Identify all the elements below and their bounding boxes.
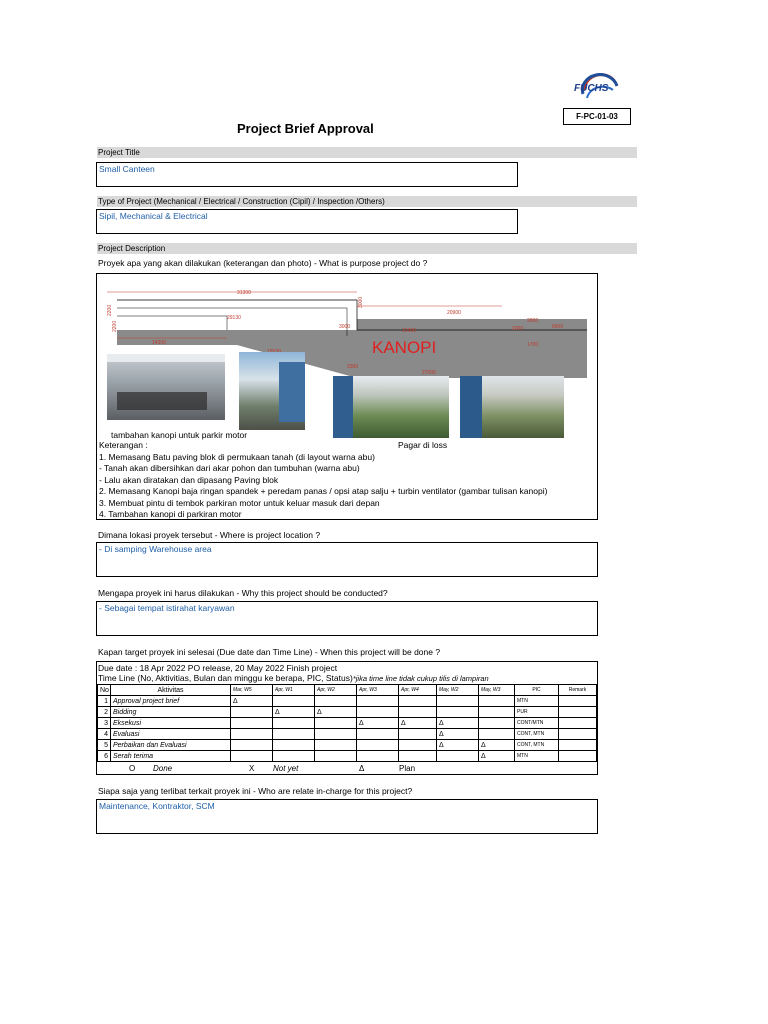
- row-remark: [559, 740, 597, 751]
- row-remark: [559, 729, 597, 740]
- row-activity: Perbaikan dan Evaluasi: [111, 740, 231, 751]
- row-remark: [559, 696, 597, 707]
- location-question: Dimana lokasi proyek tersebut - Where is project location ?: [98, 530, 321, 540]
- plan-mark: [479, 707, 515, 718]
- logo-text: FUCHS: [574, 83, 609, 94]
- header-cell: PIC: [515, 685, 559, 696]
- header-cell: Mar, W5: [231, 685, 273, 696]
- plan-mark: [437, 707, 479, 718]
- note-line: - Lalu akan diratakan dan dipasang Paving blok: [99, 474, 279, 485]
- plan-mark: Δ: [437, 718, 479, 729]
- plan-mark: [357, 729, 399, 740]
- note-line: 2. Memasang Kanopi baja ringan spandek + peredam panas / opsi atap salju + turbin ventilator (gambar tulisan kanopi): [99, 486, 548, 496]
- table-row: [98, 740, 597, 751]
- header-cell: Remark: [559, 685, 597, 696]
- table-row: [98, 751, 597, 762]
- plan-mark: [357, 696, 399, 707]
- note-line: 3. Membuat pintu di tembok parkiran motor untuk keluar masuk dari depan: [99, 497, 380, 508]
- timeline-note-text: Time Line (No, Aktivitias, Bulan dan minggu ke berapa, PIC, Status): [98, 673, 353, 683]
- dim-label: 29130: [227, 315, 241, 321]
- row-remark: [559, 718, 597, 729]
- photo-motor-parking: [107, 354, 225, 420]
- plan-mark: [399, 751, 437, 762]
- due-date: Due date : 18 Apr 2022 PO release, 20 May 2022 Finish project: [98, 663, 338, 673]
- row-pic: CONT, MTN: [515, 729, 559, 740]
- location-field[interactable]: - Di samping Warehouse area: [96, 542, 598, 577]
- plan-mark: [399, 696, 437, 707]
- plan-mark: [273, 718, 315, 729]
- reason-field[interactable]: - Sebagai tempat istirahat karyawan: [96, 601, 598, 636]
- document-code: F-PC-01-03: [563, 108, 631, 125]
- plan-mark: [479, 729, 515, 740]
- plan-mark: [357, 740, 399, 751]
- plan-mark: [315, 751, 357, 762]
- dim-label: 3300: [347, 364, 359, 370]
- plan-mark: [399, 729, 437, 740]
- incharge-field[interactable]: Maintenance, Kontraktor, SCM: [96, 799, 598, 834]
- plan-mark: [479, 696, 515, 707]
- legend-plan-label: Plan: [399, 764, 416, 773]
- plan-mark: [273, 751, 315, 762]
- reason-question: Mengapa proyek ini harus dilakukan - Why this project should be conducted?: [98, 588, 388, 598]
- plan-mark: [399, 707, 437, 718]
- timeline-table: [97, 684, 597, 762]
- table-row: [98, 729, 597, 740]
- row-pic: MTN: [515, 751, 559, 762]
- timeline-note-italic: *jika time line tidak cukup tilis di lampiran: [352, 674, 489, 683]
- dim-label: 2000: [512, 326, 524, 332]
- note-line: - Tanah akan dibersihkan dari akar pohon dan tumbuhan (warna abu): [99, 463, 360, 473]
- row-activity: Eksekusi: [111, 718, 231, 729]
- photo-parking-wall: [239, 352, 305, 430]
- project-type-field[interactable]: Sipil, Mechanical & Electrical: [96, 209, 518, 234]
- legend-done-label: Done: [153, 764, 173, 773]
- row-no: 5: [98, 740, 111, 751]
- plan-mark: Δ: [231, 696, 273, 707]
- legend-notyet-symbol: X: [249, 764, 255, 773]
- header-cell: No: [98, 685, 111, 696]
- plan-mark: Δ: [479, 740, 515, 751]
- plan-mark: [399, 740, 437, 751]
- row-no: 6: [98, 751, 111, 762]
- dim-label: 3000: [339, 324, 351, 330]
- plan-mark: [231, 718, 273, 729]
- legend-done-symbol: O: [129, 764, 136, 773]
- table-row: [98, 718, 597, 729]
- row-no: 1: [98, 696, 111, 707]
- plan-mark: Δ: [357, 718, 399, 729]
- incharge-question: Siapa saja yang terlibat terkait proyek ini - Who are relate in-charge for this project?: [98, 786, 413, 796]
- caption-motor-parking: tambahan kanopi untuk parkir motor: [111, 430, 248, 440]
- row-pic: MTN: [515, 696, 559, 707]
- plan-mark: Δ: [273, 707, 315, 718]
- plan-mark: Δ: [399, 718, 437, 729]
- dim-label: 27000: [422, 370, 436, 376]
- row-pic: CONT/MTN: [515, 718, 559, 729]
- legend-plan-symbol: Δ: [359, 764, 365, 773]
- header-cell: Apr, W2: [315, 685, 357, 696]
- row-no: 4: [98, 729, 111, 740]
- plan-mark: [315, 718, 357, 729]
- row-remark: [559, 751, 597, 762]
- plan-mark: Δ: [437, 729, 479, 740]
- plan-mark: [231, 707, 273, 718]
- page-title: Project Brief Approval: [237, 121, 374, 136]
- row-activity: Evaluasi: [111, 729, 231, 740]
- timeline-box: [96, 661, 598, 775]
- row-remark: [559, 707, 597, 718]
- header-cell: Apr, W3: [357, 685, 399, 696]
- dim-label: 14300: [152, 340, 166, 346]
- project-type-label: Type of Project (Mechanical / Electrical / Construction (Cipil) / Inspection /Others): [97, 196, 637, 207]
- plan-mark: [357, 751, 399, 762]
- header-cell: Apr, W1: [273, 685, 315, 696]
- row-activity: Bidding: [111, 707, 231, 718]
- plan-mark: [231, 740, 273, 751]
- dim-label: 1700: [527, 342, 539, 348]
- legend-notyet-label: Not yet: [273, 764, 299, 773]
- note-line: Keterangan :: [99, 440, 148, 450]
- plan-mark: [315, 696, 357, 707]
- plan-mark: [437, 696, 479, 707]
- row-activity: Serah terima: [111, 751, 231, 762]
- project-description-box: [96, 273, 598, 520]
- row-no: 2: [98, 707, 111, 718]
- plan-mark: [273, 740, 315, 751]
- row-activity: Approval project brief: [111, 696, 231, 707]
- header-cell: May, W2: [437, 685, 479, 696]
- plan-mark: [231, 751, 273, 762]
- plan-mark: [273, 729, 315, 740]
- project-description-question: Proyek apa yang akan dilakukan (keterangan dan photo) - What is purpose project do ?: [98, 258, 428, 268]
- kanopi-label: KANOPI: [372, 338, 437, 357]
- header-cell: May, W3: [479, 685, 515, 696]
- project-description-label: Project Description: [97, 243, 637, 254]
- project-title-label: Project Title: [97, 147, 637, 158]
- row-pic: PUR: [515, 707, 559, 718]
- dim-label: 20900: [447, 310, 461, 316]
- dim-label: 31300: [237, 290, 251, 296]
- table-row: [98, 696, 597, 707]
- plan-mark: [315, 729, 357, 740]
- plan-mark: [273, 696, 315, 707]
- plan-mark: [357, 707, 399, 718]
- dim-label: 6600: [552, 324, 564, 330]
- header-cell: Aktivitas: [111, 685, 231, 696]
- plan-mark: [231, 729, 273, 740]
- timeline-header-row: [98, 685, 597, 696]
- dim-label: 2800: [527, 318, 539, 324]
- plan-mark: [437, 751, 479, 762]
- row-no: 3: [98, 718, 111, 729]
- timeline-note: [98, 673, 489, 683]
- table-row: [98, 707, 597, 718]
- dim-label: 2200: [107, 304, 113, 316]
- description-notes: [99, 440, 547, 521]
- row-pic: CONT, MTN: [515, 740, 559, 751]
- project-title-field[interactable]: Small Canteen: [96, 162, 518, 187]
- dim-label: 21400: [402, 328, 416, 334]
- dim-label: 3000: [358, 296, 364, 308]
- plan-mark: [479, 718, 515, 729]
- photo-side-path: [460, 376, 564, 438]
- fuchs-logo: [565, 72, 635, 108]
- timeline-question: Kapan target proyek ini selesai (Due date dan Time Line) - When this project will be done ?: [98, 647, 441, 657]
- note-line: 4. Tambahan kanopi di parkiran motor: [99, 509, 242, 519]
- note-line: 1. Memasang Batu paving blok di permukaan tanah (di layout warna abu): [99, 451, 375, 462]
- plan-mark: [315, 740, 357, 751]
- caption-fence: Pagar di loss: [398, 440, 448, 450]
- plan-mark: Δ: [315, 707, 357, 718]
- photo-fence-area: [333, 376, 449, 438]
- plan-mark: Δ: [437, 740, 479, 751]
- plan-mark: Δ: [479, 751, 515, 762]
- header-cell: Apr, W4: [399, 685, 437, 696]
- dim-label: 2200: [112, 320, 118, 332]
